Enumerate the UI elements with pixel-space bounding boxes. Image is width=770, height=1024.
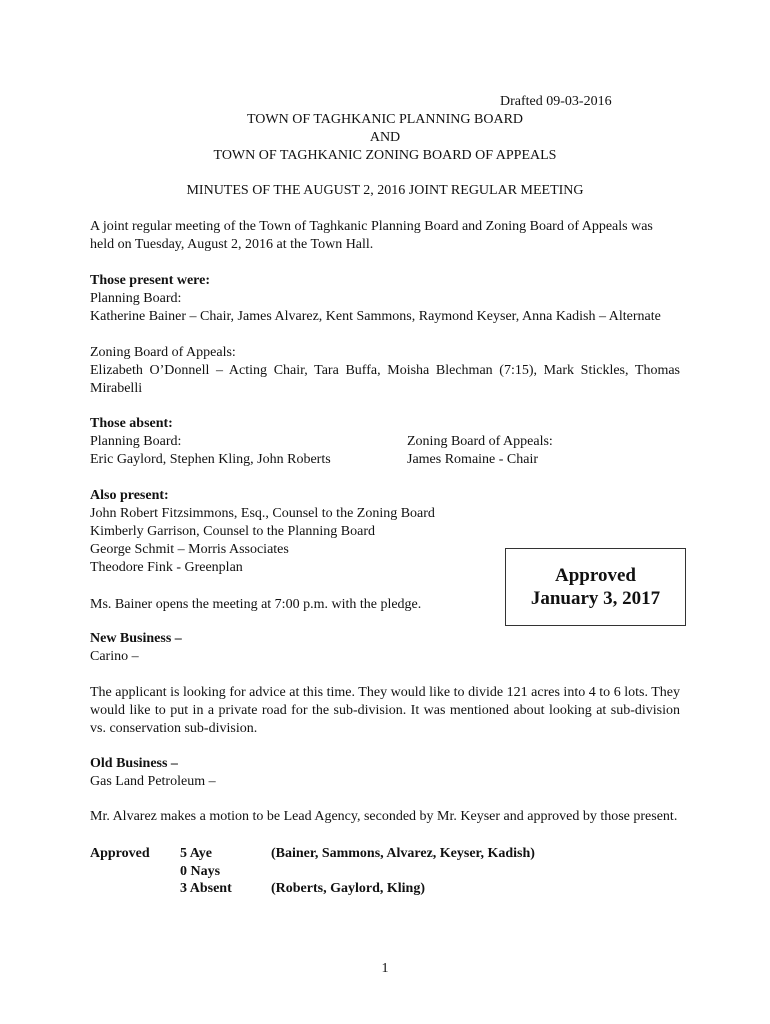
absent-zba-label: Zoning Board of Appeals:: [407, 434, 553, 449]
new-business-heading: New Business –: [90, 631, 182, 646]
approved-stamp: [505, 548, 686, 626]
vote-aye-count: 5 Aye: [180, 846, 213, 861]
absent-pb-members: Eric Gaylord, Stephen Kling, John Roberts: [90, 452, 331, 467]
present-pb-members: Katherine Bainer – Chair, James Alvarez, Kent Sammons, Raymond Keyser, Anna Kadish – Alternate: [90, 309, 661, 324]
vote-absent-names: (Roberts, Gaylord, Kling): [271, 881, 425, 896]
vote-nays-count: 0 Nays: [180, 864, 221, 879]
drafted-date: Drafted 09-03-2016: [500, 94, 612, 109]
absent-heading: Those absent:: [90, 416, 173, 431]
old-business-item: Gas Land Petroleum –: [90, 774, 216, 789]
also-present-person: John Robert Fitzsimmons, Esq., Counsel to the Zoning Board: [90, 506, 435, 521]
also-present-person: Theodore Fink - Greenplan: [90, 560, 243, 575]
approved-stamp-label: Approved: [555, 565, 636, 586]
title-and: AND: [369, 130, 401, 145]
page-number: 1: [381, 961, 389, 976]
present-heading: Those present were:: [90, 273, 211, 288]
old-business-heading: Old Business –: [90, 756, 178, 771]
absent-pb-label: Planning Board:: [90, 434, 182, 449]
intro-paragraph: A joint regular meeting of the Town of Taghkanic Planning Board and Zoning Board of Appeals was held on Tuesday, August 2, 2016 at the Town Hall.: [90, 219, 653, 252]
present-zba-label: Zoning Board of Appeals:: [90, 345, 236, 360]
also-present-heading: Also present:: [90, 488, 169, 503]
title-planning-board: TOWN OF TAGHKANIC PLANNING BOARD: [246, 112, 524, 127]
vote-aye-names: (Bainer, Sammons, Alvarez, Keyser, Kadish): [271, 846, 535, 861]
absent-zba-members: James Romaine - Chair: [407, 452, 539, 467]
title-zoning-board: TOWN OF TAGHKANIC ZONING BOARD OF APPEALS: [213, 148, 557, 163]
vote-absent-count: 3 Absent: [180, 881, 232, 896]
approved-stamp-date: January 3, 2017: [530, 588, 661, 609]
present-zba-members: Elizabeth O’Donnell – Acting Chair, Tara Buffa, Moisha Blechman (7:15), Mark Stickles, Thomas Mirabelli: [90, 363, 680, 396]
new-business-item: Carino –: [90, 649, 139, 664]
present-pb-label: Planning Board:: [90, 291, 182, 306]
also-present-person: George Schmit – Morris Associates: [90, 542, 289, 557]
vote-label: Approved: [90, 846, 150, 861]
old-business-text: Mr. Alvarez makes a motion to be Lead Agency, seconded by Mr. Keyser and approved by those present.: [90, 809, 678, 824]
new-business-text: The applicant is looking for advice at this time. They would like to divide 121 acres into 4 to 6 lots. They would like to put in a private road for the sub-division. It was mentioned about looking at sub-division vs. conservation sub-division.: [90, 685, 680, 736]
also-present-person: Kimberly Garrison, Counsel to the Planning Board: [90, 524, 376, 539]
opening-statement: Ms. Bainer opens the meeting at 7:00 p.m. with the pledge.: [90, 597, 422, 612]
minutes-subtitle: MINUTES OF THE AUGUST 2, 2016 JOINT REGULAR MEETING: [186, 183, 584, 198]
